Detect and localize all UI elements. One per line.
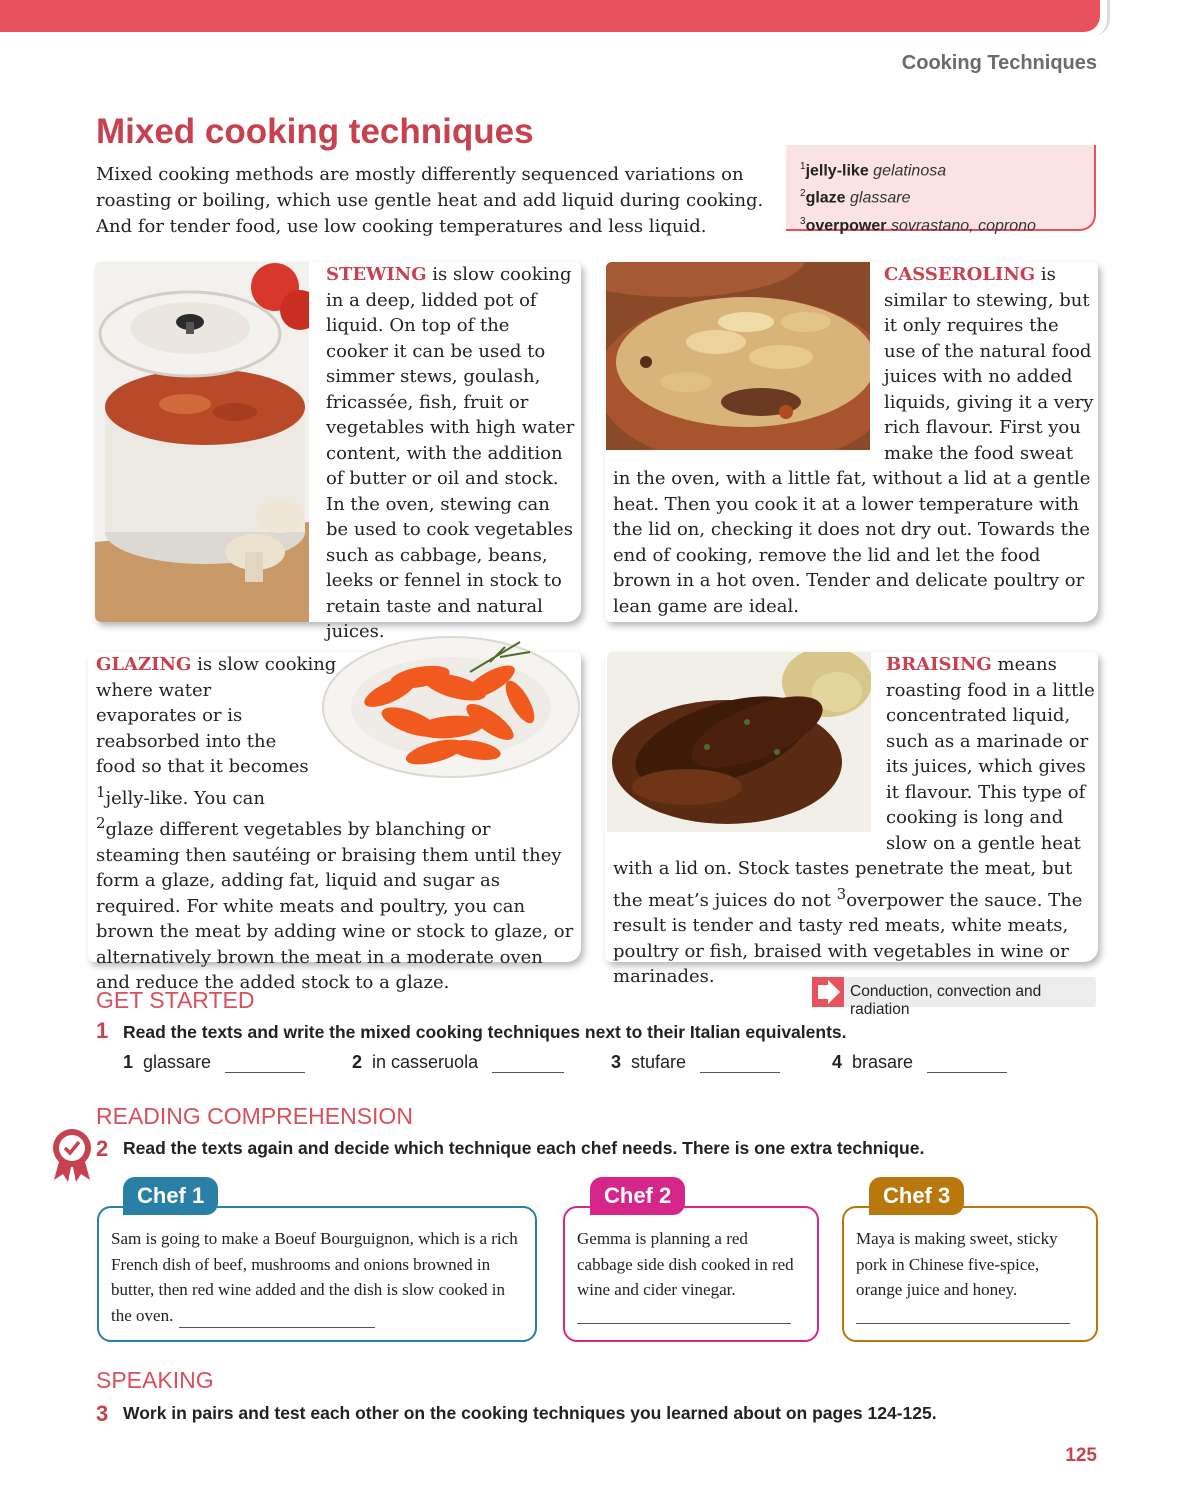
- chef-3-box: Maya is making sweet, sticky pork in Chinese five-spice, orange juice and honey.: [842, 1206, 1098, 1342]
- crossref-link[interactable]: [812, 977, 1096, 1018]
- glossary-entry: $^2$glaze glassare: [800, 188, 911, 207]
- task-number: 1: [96, 1018, 109, 1043]
- get-started-heading: GET STARTED: [96, 987, 255, 1013]
- arrow-flag-icon: [812, 977, 844, 1007]
- answer-item: 2 in casseruola: [352, 1052, 564, 1073]
- top-bar-edge: [1093, 0, 1110, 36]
- speaking-heading: SPEAKING: [96, 1367, 214, 1393]
- chef-1-tag: Chef 1: [123, 1177, 218, 1215]
- answer-item: 1 glassare: [123, 1052, 305, 1073]
- answer-blank[interactable]: [577, 1319, 791, 1324]
- glossary-entry: $^1$jelly-like gelatinosa: [800, 161, 947, 180]
- page-number: 125: [1065, 1445, 1097, 1466]
- braising-card: [605, 652, 1098, 987]
- section-label: Cooking Techniques: [901, 52, 1097, 74]
- chef-2-tag: Chef 2: [590, 1177, 685, 1215]
- page-title: Mixed cooking techniques: [96, 112, 534, 151]
- braising-text-top: BRAISING means roasting food in a little concentrated liquid, such as a marinade or its juices, which gives it flavour. This type of cooking is long and slow on a gentle heat: [886, 654, 1095, 854]
- intro-text: Mixed cooking methods are mostly differently sequenced variations on roasting or boiling, which use gentle heat and add liquid during cooking. And for tender food, use low cooking temperatures and less liquid.: [96, 164, 764, 237]
- task-instruction: Read the texts and write the mixed cooking techniques next to their Italian equivalents.: [123, 1022, 847, 1042]
- glazing-text: GLAZING is slow cooking where water evaporates or is reabsorbed into the food so that it becomes $^1$jelly-like. You can $^2$glaze different vegetables by blanching or steaming then sautéing or braising them until they form a glaze, adding fat, liquid and sugar as required. For white meats and poultry, you can brown the meat by adding wine or stock to glaze, or alternatively brown the meat in a moderate oven and reduce the added stock to a glaze.: [96, 652, 576, 996]
- stewing-text: STEWING is slow cooking in a deep, lidded pot of liquid. On top of the cooker it can be used to simmer stews, goulash, fricassée, fish, fruit or vegetables with high water content, with the addition of butter or oil and stock. In the oven, stewing can be used to cook vegetables such as cabbage, beans, leeks or fennel in stock to retain taste and natural juices.: [326, 264, 575, 642]
- stewing-pot-image: [95, 262, 309, 622]
- task-number: 2: [96, 1136, 109, 1161]
- answer-blank[interactable]: [179, 1311, 375, 1328]
- casseroling-card: [605, 262, 1098, 622]
- answer-blank[interactable]: [700, 1056, 780, 1073]
- braising-text-bottom: with a lid on. Stock tastes penetrate the meat, but the meat’s juices do not $^3$overpower the sauce. The result is tender and tasty red meats, white meats, poultry or fish, braised with vegetables in wine or marinades.: [613, 858, 1083, 987]
- crossref-label: Conduction, convection and radiation: [850, 983, 1042, 1018]
- answer-item: 3 stufare: [611, 1052, 780, 1073]
- task-number: 3: [96, 1401, 109, 1426]
- stewing-card: [95, 262, 581, 642]
- task-instruction: Work in pairs and test each other on the cooking techniques you learned about on pages 124-125.: [123, 1403, 937, 1423]
- top-color-bar: [0, 0, 1100, 32]
- casseroling-text-bottom: in the oven, with a little fat, without a lid at a gentle heat. Then you cook it at a lower temperature with the lid on, checking it does not dry out. Towards the end of cooking, remove the lid and let the food brown in a hot oven. Tender and delicate poultry or lean game are ideal.: [613, 468, 1091, 617]
- chef-3-tag: Chef 3: [869, 1177, 964, 1215]
- answer-blank[interactable]: [927, 1056, 1007, 1073]
- answer-blank[interactable]: [492, 1056, 564, 1073]
- task-instruction: Read the texts again and decide which technique each chef needs. There is one extra technique.: [123, 1138, 925, 1158]
- glossary-entry: $^3$overpower sovrastano, coprono: [800, 215, 1036, 234]
- casserole-dish-image: [606, 262, 870, 450]
- rosette-check-icon: [52, 1128, 92, 1182]
- chef-2-box: Gemma is planning a red cabbage side dish cooked in red wine and cider vinegar.: [563, 1206, 819, 1342]
- chef-1-box: Sam is going to make a Boeuf Bourguignon, which is a rich French dish of beef, mushrooms and onions browned in butter, then red wine added and the dish is slow cooked in the oven.: [97, 1206, 537, 1342]
- glazing-card: [88, 652, 581, 993]
- casseroling-text-top: CASSEROLING is similar to stewing, but it only requires the use of the natural food juices with no added liquids, giving it a very rich flavour. First you make the food sweat: [884, 264, 1094, 464]
- carrots-image: [320, 632, 582, 782]
- answer-blank[interactable]: [856, 1319, 1070, 1324]
- answer-blank[interactable]: [225, 1056, 305, 1073]
- glossary-box: [786, 145, 1096, 234]
- reading-heading: READING COMPREHENSION: [96, 1103, 413, 1129]
- braised-meat-image: [607, 652, 871, 832]
- answer-item: 4 brasare: [832, 1052, 1007, 1073]
